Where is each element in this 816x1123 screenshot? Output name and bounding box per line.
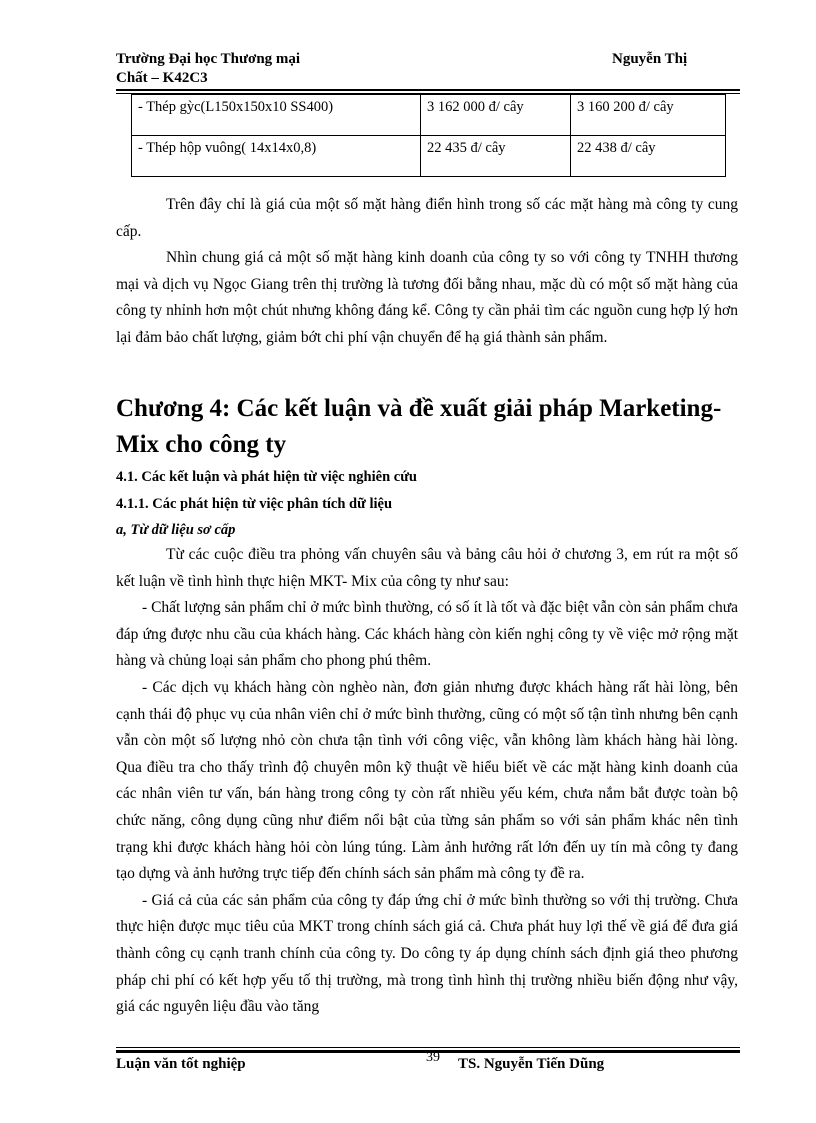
header-rule bbox=[116, 89, 740, 91]
list-item: - Giá cả của các sản phẩm của công ty đáp ứng chỉ ở mức bình thường so với thị trường. Chưa thực hiện được mục tiêu của MKT trong chính sách giá cả. Chưa phát huy lợi thế về giá để đưa giá thành công cụ cạnh tranh chính của công ty. Do công ty áp dụng chính sách định giá theo phương pháp chi phí có kết hợp yếu tố thị trường, mà trong tình hình thị trường nhiều biến động như vậy, giá các nguyên liệu đầu vào tăng bbox=[116, 891, 738, 1016]
table-cell-price: 22 435 đ/ cây bbox=[421, 136, 571, 177]
table-cell-product: - Thép gỳc(L150x150x10 SS400) bbox=[132, 95, 421, 136]
paragraph: Nhìn chung giá cả một số mặt hàng kinh doanh của công ty so với công ty TNHH thương mại và dịch vụ Ngọc Giang trên thị trường là tương đối bằng nhau, mặc dù có một số mặt hàng của công ty nhỉnh hơn một chút nhưng không đáng kể. Công ty cần phải tìm các nguồn cung hợp lý hơn lại đảm bảo chất lượng, giảm bớt chi phí vận chuyển để hạ giá thành sản phẩm. bbox=[116, 249, 738, 346]
findings-text bbox=[116, 542, 738, 1021]
table-row bbox=[132, 136, 726, 177]
table-cell-price: 3 162 000 đ/ cây bbox=[421, 95, 571, 136]
subsection-a-heading: a, Từ dữ liệu sơ cấp bbox=[116, 522, 236, 538]
footer-title: Luận văn tốt nghiệp bbox=[116, 1056, 246, 1072]
price-table bbox=[131, 94, 726, 177]
list-item: - Chất lượng sản phẩm chỉ ở mức bình thường, có số ít là tốt và đặc biệt vẫn còn sản phẩm chưa đáp ứng được nhu cầu của khách hàng. Các khách hàng còn kiến nghị công ty về việc mở rộng mặt hàng và chủng loại sản phẩm cho phong phú thêm. bbox=[116, 599, 738, 670]
list-item: - Các dịch vụ khách hàng còn nghèo nàn, đơn giản nhưng được khách hàng rất hài lòng, bên cạnh thái độ phục vụ của nhân viên chỉ ở mức bình thường, cũng có một số tận tình nhưng bên cạnh vẫn còn một số lượng nhỏ còn chưa tận tình với công việc, vẫn không làm khách hàng hài lòng. Qua điều tra cho thấy trình độ chuyên môn kỹ thuật về hiểu biết về các mặt hàng kinh doanh của các nhân viên tư vấn, bán hàng trong công ty còn rất nhiều yếu kém, chưa nắm bắt được toàn bộ chức năng, công dụng cũng như điểm nổi bật của từng sản phẩm so với sản phẩm khác nên tình trạng khi được khách hàng hỏi còn lúng túng. Làm ảnh hưởng rất lớn đến uy tín mà công ty đang tạo dựng và ảnh hưởng trực tiếp đến chính sách sản phẩm mà công ty đề ra. bbox=[116, 678, 738, 883]
intro-text bbox=[116, 192, 738, 352]
footer-rule-thin bbox=[116, 1047, 740, 1048]
footer-supervisor: TS. Nguyễn Tiến Dũng bbox=[458, 1056, 605, 1072]
table-cell-price: 3 160 200 đ/ cây bbox=[571, 95, 726, 136]
table-cell-price: 22 438 đ/ cây bbox=[571, 136, 726, 177]
table-cell-product: - Thép hộp vuông( 14x14x0,8) bbox=[132, 136, 421, 177]
header-author-class: Chất – K42C3 bbox=[116, 70, 208, 86]
section-heading: 4.1. Các kết luận và phát hiện từ việc nghiên cứu bbox=[116, 469, 417, 485]
table-row bbox=[132, 95, 726, 136]
header-school: Trường Đại học Thương mại bbox=[116, 51, 301, 67]
header-author: Nguyễn Thị bbox=[612, 51, 688, 67]
findings-intro: Từ các cuộc điều tra phỏng vấn chuyên sâu và bảng câu hỏi ở chương 3, em rút ra một số kết luận về tình hình thực hiện MKT- Mix của công ty như sau: bbox=[116, 546, 738, 590]
page-number: 39 bbox=[426, 1050, 440, 1065]
subsection-heading: 4.1.1. Các phát hiện từ việc phân tích dữ liệu bbox=[116, 496, 393, 512]
paragraph: Trên đây chỉ là giá của một số mặt hàng điển hình trong số các mặt hàng mà công ty cung cấp. bbox=[116, 196, 738, 240]
chapter-title: Chương 4: Các kết luận và đề xuất giải pháp Marketing-Mix cho công ty bbox=[116, 395, 722, 458]
